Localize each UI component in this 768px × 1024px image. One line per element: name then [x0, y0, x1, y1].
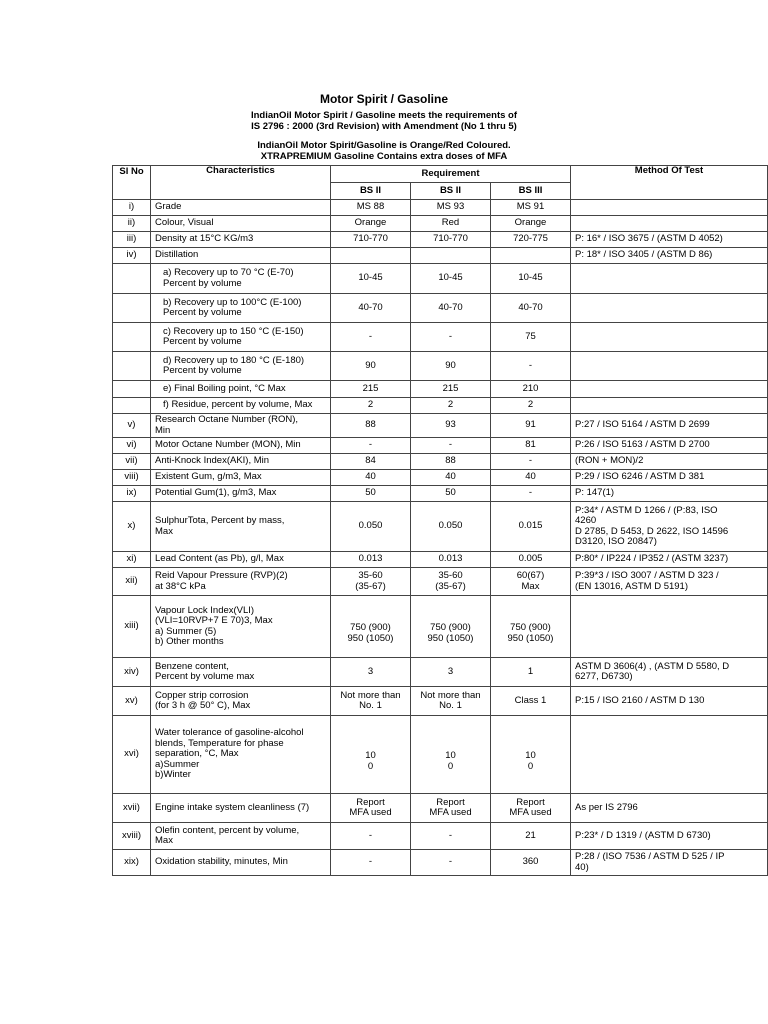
row-requirement-value: 210 — [491, 381, 571, 398]
row-characteristic: Reid Vapour Pressure (RVP)(2) at 38°C kPa — [151, 568, 331, 596]
row-sl-no: xiii) — [113, 596, 151, 658]
row-requirement-value: 0.015 — [491, 502, 571, 552]
row-requirement-value: - — [331, 323, 411, 352]
table-row — [113, 823, 768, 850]
row-sl-no: viii) — [113, 470, 151, 486]
row-method: P:29 / ISO 6246 / ASTM D 381 — [571, 470, 768, 486]
row-method — [571, 596, 768, 658]
row-requirement-value: Report MFA used — [411, 794, 491, 823]
row-requirement-value: 50 — [331, 486, 411, 502]
row-requirement-value: 3 — [331, 658, 411, 687]
table-row — [113, 596, 768, 658]
row-characteristic: b) Recovery up to 100°C (E-100) Percent by volume — [151, 294, 331, 323]
table-row — [113, 414, 768, 438]
row-sl-no: xi) — [113, 552, 151, 568]
row-requirement-value: 0.050 — [331, 502, 411, 552]
table-row — [113, 216, 768, 232]
row-characteristic: Olefin content, percent by volume, Max — [151, 823, 331, 850]
row-sl-no: x) — [113, 502, 151, 552]
row-sl-no: v) — [113, 414, 151, 438]
row-requirement-value: 35-60 (35-67) — [331, 568, 411, 596]
specification-table — [112, 165, 768, 876]
row-requirement-value: 90 — [411, 352, 491, 381]
row-requirement-value: 40-70 — [491, 294, 571, 323]
row-requirement-value: 21 — [491, 823, 571, 850]
row-requirement-value: - — [411, 323, 491, 352]
row-sl-no: vi) — [113, 438, 151, 454]
row-characteristic: Benzene content, Percent by volume max — [151, 658, 331, 687]
table-body — [113, 200, 768, 876]
row-requirement-value: Class 1 — [491, 687, 571, 716]
row-characteristic: Engine intake system cleanliness (7) — [151, 794, 331, 823]
row-characteristic: Grade — [151, 200, 331, 216]
row-characteristic: Distillation — [151, 248, 331, 264]
header-standard: BS III — [491, 183, 571, 200]
page-title: Motor Spirit / Gasoline — [319, 92, 448, 106]
row-characteristic: Vapour Lock Index(VLI) (VLI=10RVP+7 E 70)3, Max a) Summer (5) b) Other months — [151, 596, 331, 658]
row-sl-no: xvi) — [113, 716, 151, 794]
row-sl-no: xvii) — [113, 794, 151, 823]
table-row — [113, 264, 768, 294]
table-row — [113, 502, 768, 552]
row-requirement-value: 90 — [331, 352, 411, 381]
row-requirement-value: - — [411, 438, 491, 454]
row-sl-no: ii) — [113, 216, 151, 232]
colour-note — [0, 140, 768, 162]
row-requirement-value: 0.050 — [411, 502, 491, 552]
table-row — [113, 398, 768, 414]
row-characteristic: Lead Content (as Pb), g/l, Max — [151, 552, 331, 568]
header-standard: BS II — [331, 183, 411, 200]
row-requirement-value: 75 — [491, 323, 571, 352]
row-method: P: 18* / ISO 3405 / (ASTM D 86) — [571, 248, 768, 264]
table-row — [113, 381, 768, 398]
table-row — [113, 232, 768, 248]
row-method — [571, 323, 768, 352]
row-requirement-value: 10-45 — [491, 264, 571, 294]
row-requirement-value: 93 — [411, 414, 491, 438]
colour-line-2: XTRAPREMIUM Gasoline Contains extra doses of MFA — [260, 151, 508, 162]
table-row — [113, 323, 768, 352]
table-row — [113, 470, 768, 486]
row-requirement-value: 81 — [491, 438, 571, 454]
row-requirement-value: - — [331, 823, 411, 850]
table-row — [113, 658, 768, 687]
row-method — [571, 352, 768, 381]
table-row — [113, 794, 768, 823]
row-requirement-value: 215 — [411, 381, 491, 398]
row-requirement-value: 50 — [411, 486, 491, 502]
header-characteristics: Characteristics — [151, 166, 331, 200]
row-method: P: 147(1) — [571, 486, 768, 502]
row-characteristic: Copper strip corrosion (for 3 h @ 50° C), Max — [151, 687, 331, 716]
header-method: Method Of Test — [571, 166, 768, 200]
row-sl-no — [113, 294, 151, 323]
row-method: P:34* / ASTM D 1266 / (P:83, ISO 4260 D 2785, D 5453, D 2622, ISO 14596 D3120, ISO 20847) — [571, 502, 768, 552]
row-requirement-value: Red — [411, 216, 491, 232]
row-characteristic: Water tolerance of gasoline-alcohol blends, Temperature for phase separation, °C, Max a)Summer b)Winter — [151, 716, 331, 794]
row-sl-no: xviii) — [113, 823, 151, 850]
table-row — [113, 568, 768, 596]
header-requirement: Requirement — [331, 166, 571, 183]
row-requirement-value: Not more than No. 1 — [331, 687, 411, 716]
table-row — [113, 248, 768, 264]
row-requirement-value: 0.005 — [491, 552, 571, 568]
row-requirement-value: 1 — [491, 658, 571, 687]
row-requirement-value: Orange — [491, 216, 571, 232]
row-characteristic: d) Recovery up to 180 °C (E-180) Percent by volume — [151, 352, 331, 381]
row-method: P:26 / ISO 5163 / ASTM D 2700 — [571, 438, 768, 454]
row-method — [571, 294, 768, 323]
row-characteristic: Research Octane Number (RON), Min — [151, 414, 331, 438]
row-sl-no: vii) — [113, 454, 151, 470]
row-requirement-value: 750 (900) 950 (1050) — [331, 596, 411, 658]
row-requirement-value: 35-60 (35-67) — [411, 568, 491, 596]
row-requirement-value: MS 93 — [411, 200, 491, 216]
row-requirement-value: 2 — [411, 398, 491, 414]
row-sl-no: iv) — [113, 248, 151, 264]
row-characteristic: Existent Gum, g/m3, Max — [151, 470, 331, 486]
row-requirement-value: 10-45 — [411, 264, 491, 294]
row-requirement-value: 750 (900) 950 (1050) — [411, 596, 491, 658]
table-row — [113, 438, 768, 454]
row-characteristic: e) Final Boiling point, °C Max — [151, 381, 331, 398]
table-row — [113, 486, 768, 502]
row-requirement-value: 60(67) Max — [491, 568, 571, 596]
row-method — [571, 216, 768, 232]
row-sl-no — [113, 323, 151, 352]
row-requirement-value: Report MFA used — [491, 794, 571, 823]
table-row — [113, 687, 768, 716]
row-requirement-value: Orange — [331, 216, 411, 232]
row-method: P:39*3 / ISO 3007 / ASTM D 323 / (EN 13016, ASTM D 5191) — [571, 568, 768, 596]
row-requirement-value — [411, 248, 491, 264]
row-method — [571, 381, 768, 398]
row-requirement-value: 40-70 — [331, 294, 411, 323]
row-method — [571, 200, 768, 216]
row-requirement-value: MS 91 — [491, 200, 571, 216]
row-characteristic: Density at 15°C KG/m3 — [151, 232, 331, 248]
table-row — [113, 552, 768, 568]
row-requirement-value: 720-775 — [491, 232, 571, 248]
table-row — [113, 200, 768, 216]
row-method — [571, 264, 768, 294]
row-method: P:15 / ISO 2160 / ASTM D 130 — [571, 687, 768, 716]
row-requirement-value: 710-770 — [411, 232, 491, 248]
row-requirement-value: MS 88 — [331, 200, 411, 216]
table-row — [113, 454, 768, 470]
row-sl-no: xv) — [113, 687, 151, 716]
row-characteristic: f) Residue, percent by volume, Max — [151, 398, 331, 414]
row-requirement-value: - — [411, 850, 491, 876]
row-requirement-value: 40 — [331, 470, 411, 486]
row-sl-no: xii) — [113, 568, 151, 596]
row-method — [571, 398, 768, 414]
row-requirement-value: 10 0 — [491, 716, 571, 794]
colour-line-1: IndianOil Motor Spirit/Gasoline is Orange/Red Coloured. — [257, 140, 511, 151]
row-requirement-value: Report MFA used — [331, 794, 411, 823]
row-requirement-value: 3 — [411, 658, 491, 687]
row-characteristic: Anti-Knock Index(AKI), Min — [151, 454, 331, 470]
row-characteristic: c) Recovery up to 150 °C (E-150) Percent by volume — [151, 323, 331, 352]
row-method: P:28 / (ISO 7536 / ASTM D 525 / IP 40) — [571, 850, 768, 876]
row-method: P: 16* / ISO 3675 / (ASTM D 4052) — [571, 232, 768, 248]
row-characteristic: Potential Gum(1), g/m3, Max — [151, 486, 331, 502]
row-requirement-value: - — [331, 438, 411, 454]
row-requirement-value: 10 0 — [331, 716, 411, 794]
row-requirement-value: 2 — [331, 398, 411, 414]
row-requirement-value: 2 — [491, 398, 571, 414]
row-requirement-value: 40 — [491, 470, 571, 486]
row-requirement-value: 215 — [331, 381, 411, 398]
row-sl-no — [113, 352, 151, 381]
row-sl-no — [113, 381, 151, 398]
compliance-note — [0, 110, 768, 132]
row-characteristic: Motor Octane Number (MON), Min — [151, 438, 331, 454]
row-requirement-value: 84 — [331, 454, 411, 470]
row-requirement-value: Not more than No. 1 — [411, 687, 491, 716]
table-row — [113, 352, 768, 381]
row-requirement-value: 10 0 — [411, 716, 491, 794]
row-sl-no: iii) — [113, 232, 151, 248]
row-requirement-value: 360 — [491, 850, 571, 876]
row-method — [571, 716, 768, 794]
row-requirement-value: 10-45 — [331, 264, 411, 294]
row-requirement-value: 91 — [491, 414, 571, 438]
row-requirement-value: 0.013 — [411, 552, 491, 568]
table-row — [113, 716, 768, 794]
row-requirement-value: 88 — [411, 454, 491, 470]
header-standard: BS II — [411, 183, 491, 200]
row-characteristic: a) Recovery up to 70 °C (E-70) Percent by volume — [151, 264, 331, 294]
header-sl-no: Sl No — [113, 166, 151, 200]
row-requirement-value — [331, 248, 411, 264]
table-row — [113, 294, 768, 323]
row-sl-no: xix) — [113, 850, 151, 876]
row-method: P:23* / D 1319 / (ASTM D 6730) — [571, 823, 768, 850]
row-sl-no — [113, 264, 151, 294]
row-characteristic: Colour, Visual — [151, 216, 331, 232]
row-method: P:80* / IP224 / IP352 / (ASTM 3237) — [571, 552, 768, 568]
row-characteristic: SulphurTota, Percent by mass, Max — [151, 502, 331, 552]
row-requirement-value: - — [331, 850, 411, 876]
compliance-line-2: IS 2796 : 2000 (3rd Revision) with Amendment (No 1 thru 5) — [251, 121, 517, 132]
row-requirement-value — [491, 248, 571, 264]
row-method: P:27 / ISO 5164 / ASTM D 2699 — [571, 414, 768, 438]
row-requirement-value: 750 (900) 950 (1050) — [491, 596, 571, 658]
row-requirement-value: 40 — [411, 470, 491, 486]
table-row — [113, 850, 768, 876]
row-method: ASTM D 3606(4) , (ASTM D 5580, D 6277, D6730) — [571, 658, 768, 687]
row-method: (RON + MON)/2 — [571, 454, 768, 470]
row-requirement-value: 0.013 — [331, 552, 411, 568]
row-requirement-value: 710-770 — [331, 232, 411, 248]
row-requirement-value: - — [411, 823, 491, 850]
row-method: As per IS 2796 — [571, 794, 768, 823]
compliance-line-1: IndianOil Motor Spirit / Gasoline meets the requirements of — [250, 110, 518, 121]
row-requirement-value: 40-70 — [411, 294, 491, 323]
row-sl-no — [113, 398, 151, 414]
row-requirement-value: 88 — [331, 414, 411, 438]
row-requirement-value: - — [491, 486, 571, 502]
row-characteristic: Oxidation stability, minutes, Min — [151, 850, 331, 876]
row-sl-no: i) — [113, 200, 151, 216]
row-requirement-value: - — [491, 352, 571, 381]
row-requirement-value: - — [491, 454, 571, 470]
row-sl-no: xiv) — [113, 658, 151, 687]
row-sl-no: ix) — [113, 486, 151, 502]
